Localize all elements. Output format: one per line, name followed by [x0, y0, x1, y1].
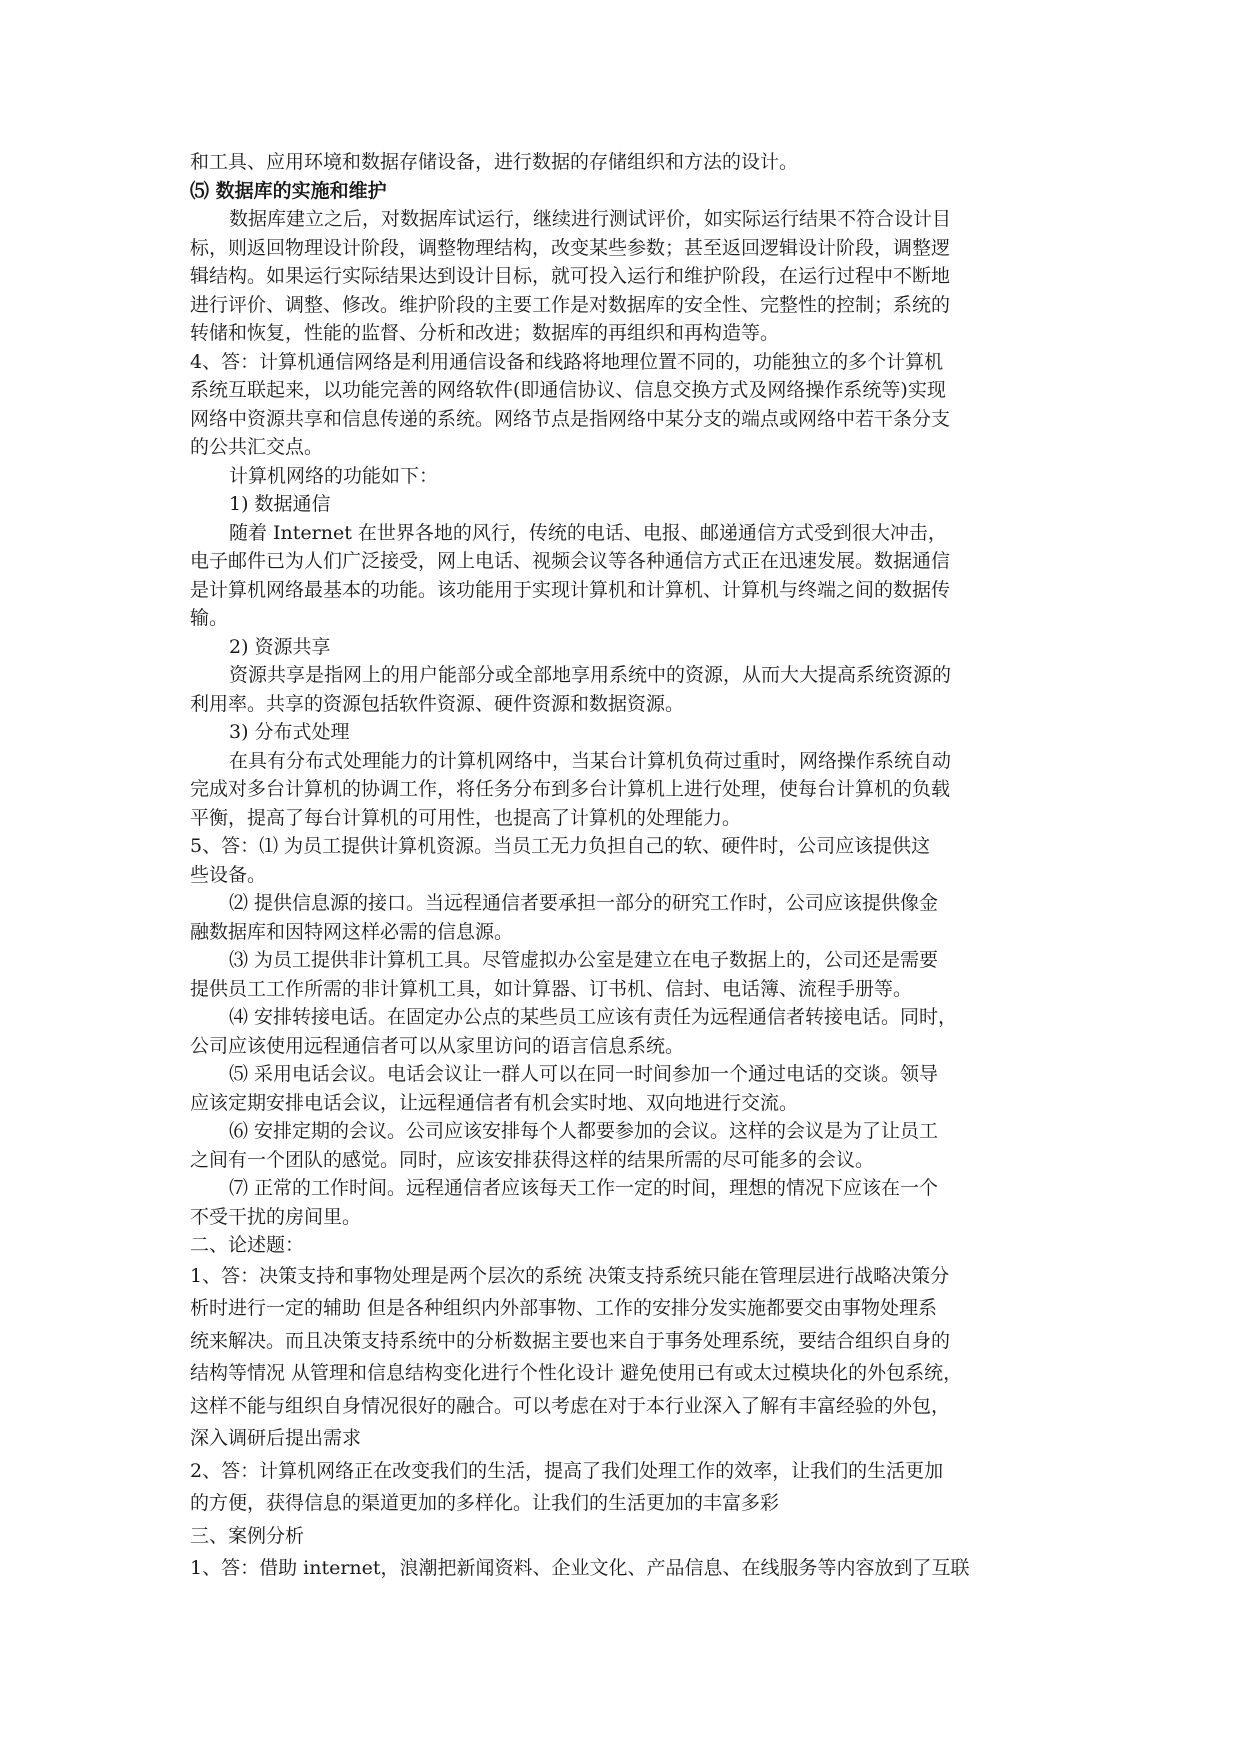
text-line: 输。 — [190, 607, 229, 629]
text-line: ⑺ 正常的工作时间。远程通信者应该每天工作一定的时间，理想的情况下应该在一个 — [229, 1177, 939, 1199]
text-line: 提供员工工作所需的非计算机工具，如计算器、订书机、信封、电话簿、流程手册等。 — [190, 977, 913, 1000]
text-line: ⑸ 采用电话会议。电话会议让一群人可以在同一时间参加一个通过电话的交谈。领导 — [229, 1063, 939, 1085]
text-line: 利用率。共享的资源包括软件资源、硬件资源和数据资源。 — [190, 692, 685, 715]
text-line: 进行评价、调整、修改。维护阶段的主要工作是对数据库的安全性、完整性的控制；系统的 — [190, 293, 951, 316]
text-line: 3) 分布式处理 — [229, 721, 350, 743]
text-line: 网络中资源共享和信息传递的系统。网络节点是指网络中某分支的端点或网络中若干条分支 — [190, 407, 951, 430]
text-line: 深入调研后提出需求 — [190, 1427, 362, 1449]
text-line: 的公共汇交点。 — [190, 436, 324, 458]
text-line: 结构等情况 从管理和信息结构变化进行个性化设计 避免使用已有或太过模块化的外包系统， — [190, 1362, 963, 1384]
text-line: 标，则返回物理设计阶段，调整物理结构，改变某些参数；甚至返回逻辑设计阶段，调整逻 — [190, 236, 951, 259]
text-line: 2) 资源共享 — [229, 635, 331, 658]
text-line: 数据库建立之后，对数据库试运行，继续进行测试评价，如实际运行结果不符合设计目 — [229, 208, 952, 230]
section-heading: ⑸ 数据库的实施和维护 — [190, 179, 387, 202]
text-line: 融数据库和因特网这样必需的信息源。 — [190, 920, 514, 943]
text-line: 资源共享是指网上的用户能部分或全部地享用系统中的资源，从而大大提高系统资源的 — [229, 664, 952, 686]
text-line: 些设备。 — [190, 863, 267, 886]
text-line: 随着 Internet 在世界各地的风行，传统的电话、电报、邮递通信方式受到很大冲击， — [229, 521, 947, 544]
text-line: ⑹ 安排定期的会议。公司应该安排每个人都要参加的会议。这样的会议是为了让员工 — [229, 1120, 939, 1142]
text-line: 1、答：借助 internet，浪潮把新闻资料、企业文化、产品信息、在线服务等内容放到了互联 — [190, 1557, 970, 1579]
text-line: 2、答：计算机网络正在改变我们的生活，提高了我们处理工作的效率，让我们的生活更加 — [190, 1459, 944, 1482]
text-line: 完成对多台计算机的协调工作，将任务分布到多台计算机上进行处理，使每台计算机的负载 — [190, 778, 951, 800]
document-body-continued — [190, 1260, 1060, 1585]
text-line: 这样不能与组织自身情况很好的融合。可以考虑在对于本行业深入了解有丰富经验的外包， — [190, 1394, 951, 1417]
text-line: ⑵ 提供信息源的接口。当远程通信者要承担一部分的研究工作时，公司应该提供像金 — [229, 892, 939, 914]
text-line: ⑶ 为员工提供非计算机工具。尽管虚拟办公室是建立在电子数据上的，公司还是需要 — [229, 949, 939, 971]
text-line: 转储和恢复，性能的监督、分析和改进；数据库的再组织和再构造等。 — [190, 322, 780, 344]
text-line: 电子邮件已为人们广泛接受，网上电话、视频会议等各种通信方式正在迅速发展。数据通信 — [190, 550, 951, 572]
text-line: 三、案例分析 — [190, 1524, 305, 1547]
text-line: 计算机网络的功能如下： — [229, 464, 439, 487]
text-line: 之间有一个团队的感觉。同时，应该安排获得这样的结果所需的尽可能多的会议。 — [190, 1148, 875, 1171]
text-line: ⑷ 安排转接电话。在固定办公点的某些员工应该有责任为远程通信者转接电话。同时， — [229, 1006, 958, 1028]
text-line: 辑结构。如果运行实际结果达到设计目标，就可投入运行和维护阶段，在运行过程中不断地 — [190, 265, 951, 287]
document-page — [190, 148, 1060, 1585]
text-line: 应该定期安排电话会议，让远程通信者有机会实时地、双向地进行交流。 — [190, 1091, 799, 1114]
text-line: 的方便，获得信息的渠道更加的多样化。让我们的生活更加的丰富多彩 — [190, 1492, 780, 1514]
text-line: 是计算机网络最基本的功能。该功能用于实现计算机和计算机、计算机与终端之间的数据传 — [190, 578, 951, 601]
text-line: 统来解决。而且决策支持系统中的分析数据主要也来自于事务处理系统，要结合组织自身的 — [190, 1329, 951, 1352]
document-body — [190, 148, 1060, 1260]
text-line: 平衡，提高了每台计算机的可用性，也提高了计算机的处理能力。 — [190, 806, 742, 829]
text-line: 系统互联起来，以功能完善的网络软件(即通信协议、信息交换方式及网络操作系统等)实现 — [190, 379, 946, 401]
text-line: 和工具、应用环境和数据存储设备，进行数据的存储组织和方法的设计。 — [190, 151, 799, 173]
text-line: 二、论述题： — [190, 1234, 305, 1256]
text-line: 4、答：计算机通信网络是利用通信设备和线路将地理位置不同的，功能独立的多个计算机 — [190, 350, 944, 373]
text-line: 1) 数据通信 — [229, 493, 331, 515]
text-line: 不受干扰的房间里。 — [190, 1205, 362, 1228]
text-line: 在具有分布式处理能力的计算机网络中，当某台计算机负荷过重时，网络操作系统自动 — [229, 749, 952, 772]
text-line: 公司应该使用远程通信者可以从家里访问的语言信息系统。 — [190, 1034, 685, 1057]
text-line: 1、答：决策支持和事物处理是两个层次的系统 决策支持系统只能在管理层进行战略决策分 — [190, 1264, 950, 1287]
text-line: 5、答：⑴ 为员工提供计算机资源。当员工无力负担自己的软、硬件时，公司应该提供这 — [190, 835, 931, 857]
text-line: 析时进行一定的辅助 但是各种组织内外部事物、工作的安排分发实施都要交由事物处理系 — [190, 1297, 938, 1319]
